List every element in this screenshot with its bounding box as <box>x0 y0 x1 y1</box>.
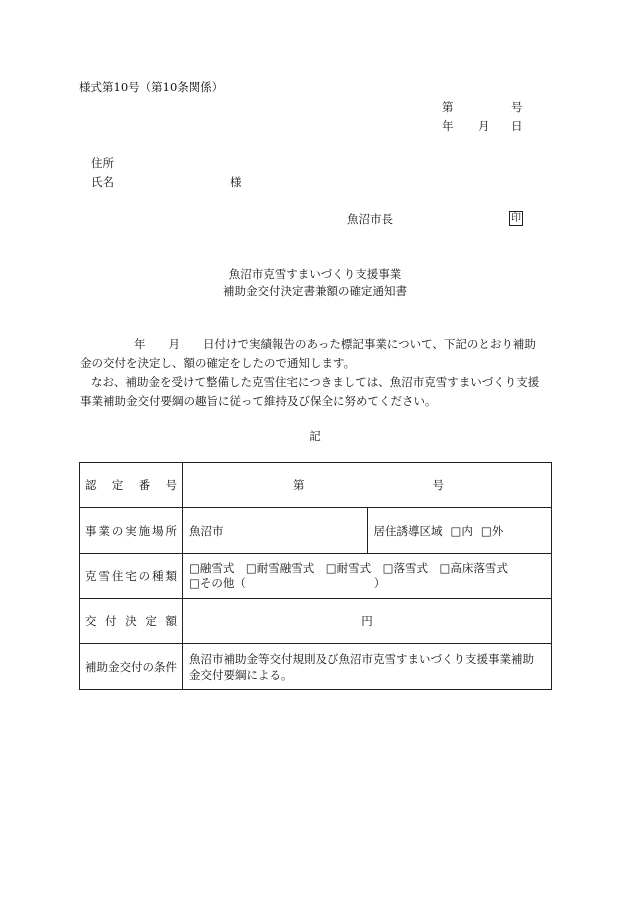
body-p2 <box>80 373 552 411</box>
table-row <box>80 644 552 690</box>
date-month: 月 <box>478 119 490 133</box>
honorific: 様 <box>230 175 242 189</box>
body-p2-line2: 事業補助金交付要綱の趣旨に従って維持及び保全に努めてください。 <box>80 394 437 408</box>
house-type-other-close: ） <box>373 576 386 590</box>
table-row <box>80 508 552 554</box>
table-row <box>80 463 552 508</box>
zone-option-in: □内 <box>450 523 473 538</box>
conditions-line1: 魚沼市補助金等交付規則及び魚沼市克雪すまいづくり支援事業補助 <box>189 651 534 666</box>
doc-title-line1: 魚沼市克雪すまいづくり支援事業 <box>228 267 402 281</box>
location-value: 魚沼市 <box>183 508 368 554</box>
house-type-other-open: □その他（ <box>189 576 246 590</box>
record-table <box>79 462 552 690</box>
body-p1-line1: 年 月 日付けで実績報告のあった標記事業について、下記のとおり補助 <box>134 337 536 351</box>
grant-amount-cell <box>183 599 552 644</box>
ki-heading: 記 <box>309 429 321 443</box>
body-p1-line2: 金の交付を決定し、額の確定をしたので通知します。 <box>80 356 356 370</box>
date-year: 年 <box>442 119 454 133</box>
row-label-cert-number: 認定番号 <box>80 463 183 508</box>
zone-option-out: □外 <box>480 523 504 538</box>
body-p2-line1: なお、補助金を受けて整備した克雪住宅につきましては、魚沼市克雪すまいづくり支援 <box>91 375 540 389</box>
seal-stamp <box>509 210 523 226</box>
cert-number-cell <box>183 463 552 508</box>
house-type-options-line1: □融雪式 □耐雪融雪式 □耐雪式 □落雪式 □高床落雪式 <box>189 561 508 575</box>
table-row <box>80 599 552 644</box>
conditions-line2: 金交付要綱による。 <box>189 667 293 682</box>
row-label-house-type: 克雪住宅の種類 <box>80 554 183 599</box>
issuer-title: 魚沼市長 <box>347 212 393 226</box>
cert-number-suffix: 号 <box>432 478 444 492</box>
table-row <box>80 554 552 599</box>
body-p1 <box>80 335 552 373</box>
body-text <box>80 335 552 411</box>
name-label: 氏名 <box>91 175 114 189</box>
row-label-location: 事業の実施場所 <box>80 508 183 554</box>
house-type-cell <box>183 554 552 599</box>
row-label-grant-amount: 交付決定額 <box>80 599 183 644</box>
cert-number-prefix: 第 <box>293 478 305 492</box>
doc-title-line2: 補助金交付決定書兼額の確定通知書 <box>223 284 407 298</box>
doc-number-prefix: 第 <box>442 100 454 114</box>
doc-number-suffix: 号 <box>511 100 523 114</box>
zone-cell <box>367 508 552 554</box>
zone-label: 居住誘導区域 <box>373 523 443 538</box>
row-label-conditions: 補助金交付の条件 <box>80 644 183 690</box>
form-number: 様式第10号（第10条関係） <box>79 80 224 94</box>
seal-mark: 印 <box>511 213 521 224</box>
grant-amount-unit: 円 <box>361 614 373 628</box>
date-day: 日 <box>511 119 523 133</box>
address-label: 住所 <box>91 156 114 170</box>
conditions-cell <box>183 644 552 690</box>
